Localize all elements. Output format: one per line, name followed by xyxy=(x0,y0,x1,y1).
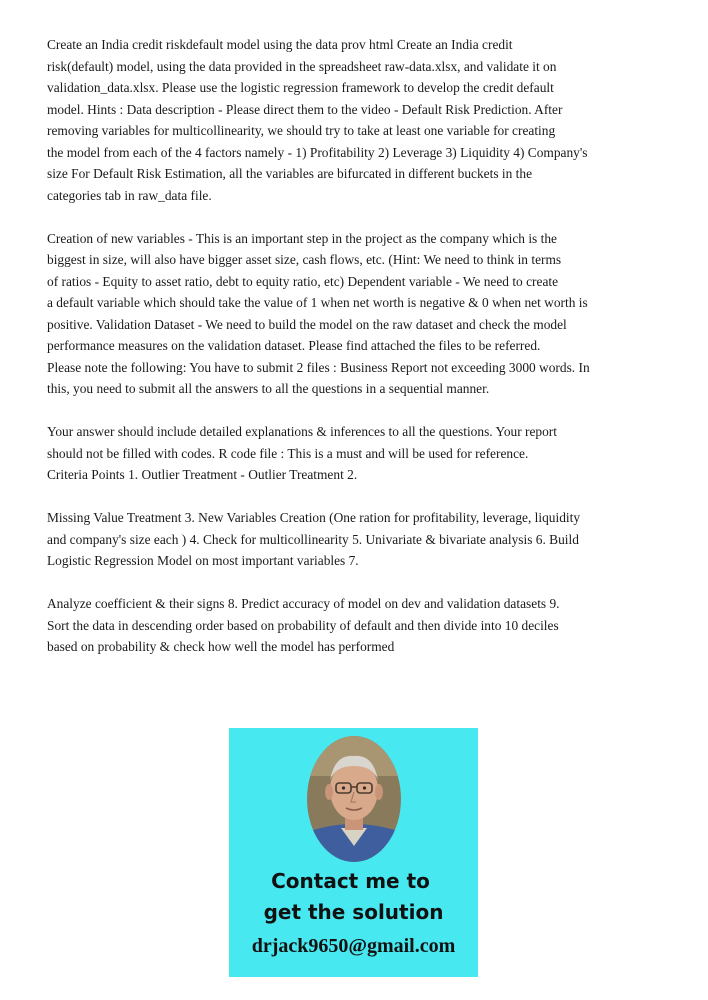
paragraph-line: Creation of new variables - This is an important step in the project as the company which is the xyxy=(47,230,557,246)
paragraph-line: Analyze coefficient & their signs 8. Predict accuracy of model on dev and validation datasets 9. xyxy=(47,596,560,611)
paragraph-line: validation_data.xlsx. Please use the logistic regression framework to develop the credit default xyxy=(47,80,554,95)
paragraph-line: Logistic Regression Model on most important variables 7. xyxy=(47,553,359,568)
paragraph-gap xyxy=(47,572,687,594)
contact-email[interactable]: drjack9650@gmail.com xyxy=(251,935,456,957)
paragraph-line: the model from each of the 4 factors namely - 1) Profitability 2) Leverage 3) Liquidity 4) Company's xyxy=(47,144,588,160)
promo-heading-line1: Contact me to xyxy=(271,869,430,893)
paragraph-line: Sort the data in descending order based on probability of default and then divide into 10 deciles xyxy=(47,617,559,633)
paragraph-line: Please note the following: You have to submit 2 files : Business Report not exceeding 3000 words. In xyxy=(47,359,590,375)
paragraph-gap xyxy=(47,486,687,508)
promo-heading-line2: get the solution xyxy=(263,900,444,924)
paragraph-line: Criteria Points 1. Outlier Treatment - Outlier Treatment 2. xyxy=(47,467,358,482)
contact-promo-banner[interactable] xyxy=(229,728,478,977)
paragraph-line: positive. Validation Dataset - We need to build the model on the raw dataset and check the model xyxy=(47,316,567,332)
paragraph-line: and company's size each ) 4. Check for multicollinearity 5. Univariate & bivariate analysis 6. Build xyxy=(47,531,579,547)
paragraph-line: risk(default) model, using the data provided in the spreadsheet raw-data.xlsx, and validate it on xyxy=(47,58,557,74)
document-body xyxy=(47,34,687,658)
paragraph-line: a default variable which should take the value of 1 when net worth is negative & 0 when net worth is xyxy=(47,295,588,310)
paragraph-line: of ratios - Equity to asset ratio, debt to equity ratio, etc) Dependent variable - We need to create xyxy=(47,273,559,289)
paragraph-line: Create an India credit riskdefault model using the data prov html Create an India credit xyxy=(47,37,513,52)
paragraph-line: Your answer should include detailed explanations & inferences to all the questions. Your report xyxy=(47,424,557,439)
paragraph-line: removing variables for multicollinearity, we should try to take at least one variable for creating xyxy=(47,123,556,138)
paragraph-line: should not be filled with codes. R code file : This is a must and will be used for reference. xyxy=(47,445,529,461)
paragraph-line: this, you need to submit all the answers to all the questions in a sequential manner. xyxy=(47,381,490,396)
paragraph-gap xyxy=(47,206,687,228)
paragraph-line: Missing Value Treatment 3. New Variables Creation (One ration for profitability, leverage, liquidity xyxy=(47,510,581,525)
paragraph-gap xyxy=(47,400,687,422)
paragraph-line: based on probability & check how well the model has performed xyxy=(47,639,395,654)
paragraph-line: categories tab in raw_data file. xyxy=(47,187,212,203)
paragraph-line: performance measures on the validation dataset. Please find attached the files to be referred. xyxy=(47,338,541,353)
portrait-photo xyxy=(307,736,401,862)
paragraph-line: model. Hints : Data description - Please direct them to the video - Default Risk Prediction. After xyxy=(47,101,563,117)
paragraph-line: biggest in size, will also have bigger asset size, cash flows, etc. (Hint: We need to think in terms xyxy=(47,252,562,267)
paragraph-line: size For Default Risk Estimation, all the variables are bifurcated in different buckets in the xyxy=(47,166,533,181)
